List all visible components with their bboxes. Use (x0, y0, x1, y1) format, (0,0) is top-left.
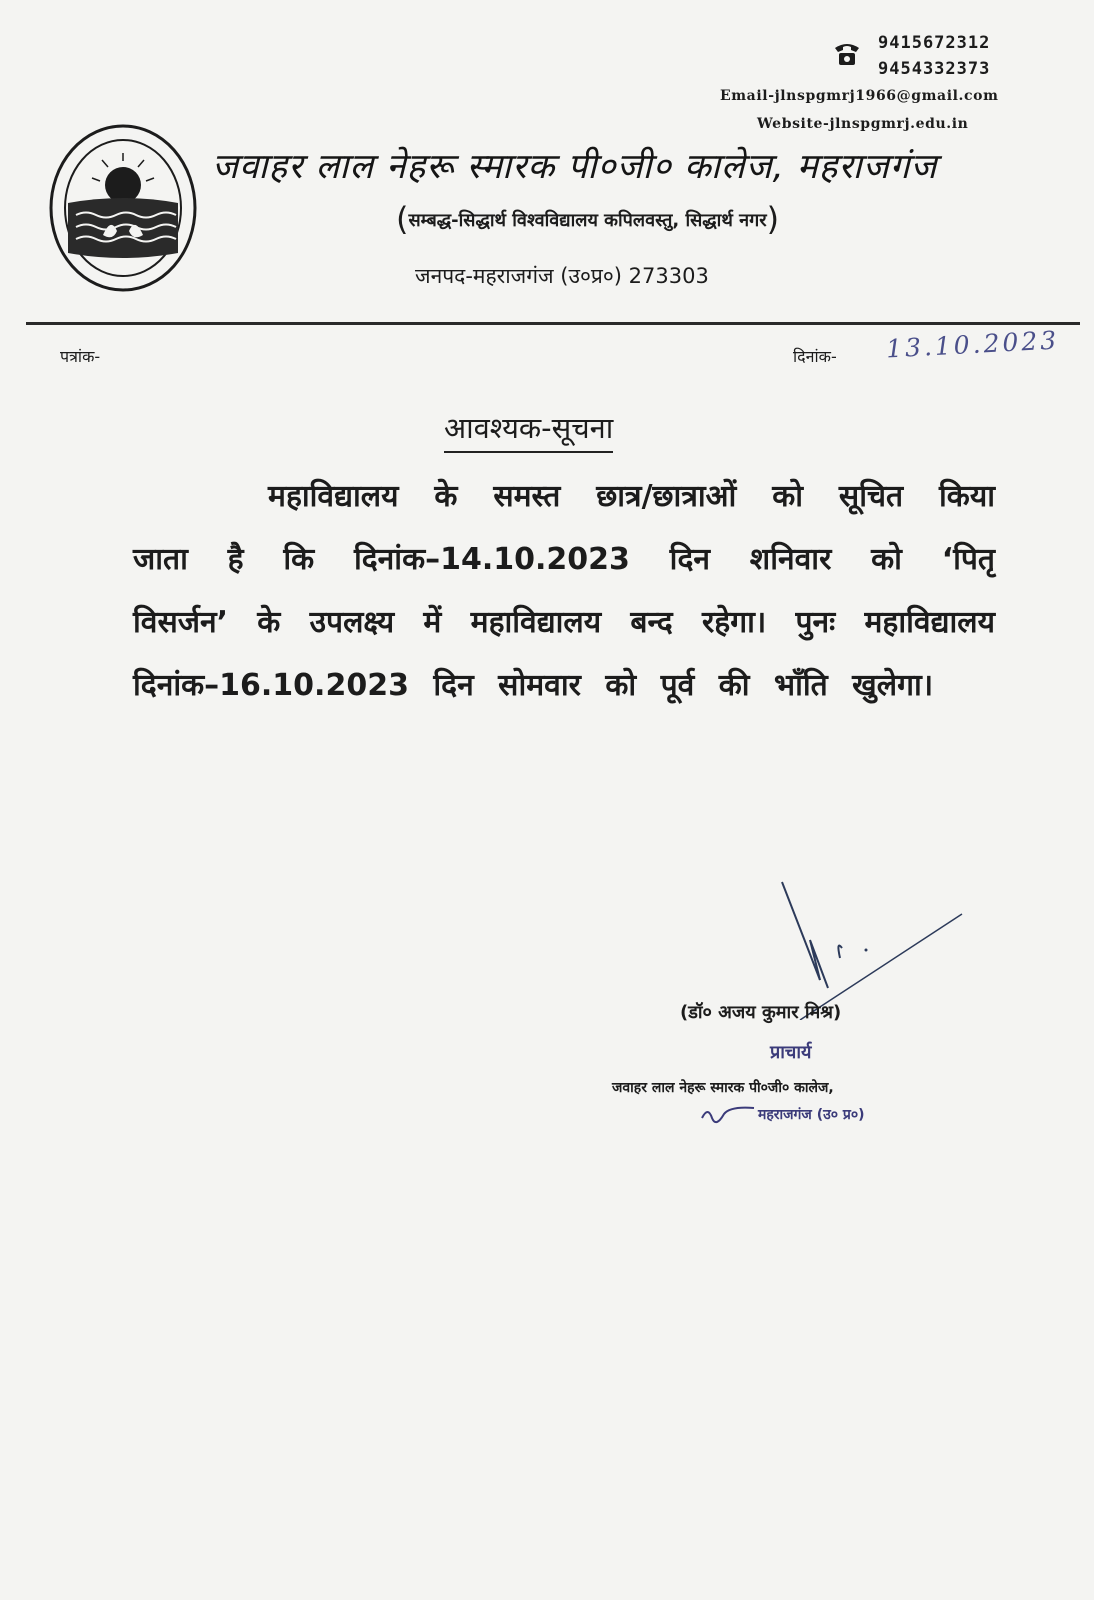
signatory-place: महराजगंज (उ० प्र०) (758, 1107, 865, 1123)
date-value: 13.10.2023 (885, 325, 1060, 364)
college-emblem-icon (48, 123, 198, 293)
phone-number-2: 9454332373 (878, 59, 991, 79)
phone-number-1: 9415672312 (878, 33, 991, 53)
notice-title: आवश्यक-सूचना (444, 408, 613, 453)
college-name: जवाहर लाल नेहरू स्मारक पी०जी० कालेज, महराजगंज (212, 147, 938, 187)
telephone-icon (832, 38, 862, 68)
college-affiliation: (सम्बद्ध-सिद्धार्थ विश्वविद्यालय कपिलवस्तु, सिद्धार्थ नगर) (396, 200, 780, 238)
notice-body-text: महाविद्यालय के समस्त छात्र/छात्राओं को सूचित किया जाता है कि दिनांक–14.10.2023 दिन शनिवार को ‘पितृ विसर्जन’ के उपलक्ष्य में महाविद्यालय बन्द रहेगा। पुनः महाविद्यालय दिनांक–16.10.2023 दिन सोमवार को पूर्व की भाँति खुलेगा। (133, 479, 995, 703)
signatory-title: प्राचार्य (770, 1042, 812, 1063)
affiliation-text: सम्बद्ध-सिद्धार्थ विश्वविद्यालय कपिलवस्तु, सिद्धार्थ नगर (408, 210, 767, 231)
college-address: जनपद-महराजगंज (उ०प्र०) 273303 (415, 264, 709, 288)
website-address: Website-jlnspgmrj.edu.in (757, 116, 969, 132)
stamp-squiggle-icon (700, 1100, 760, 1130)
header-divider (26, 322, 1080, 325)
date-label: दिनांक- (793, 347, 837, 366)
signatory-organisation: जवाहर लाल नेहरू स्मारक पी०जी० कालेज, (612, 1080, 834, 1096)
handwritten-signature-icon (780, 880, 1000, 1020)
reference-number-label: पत्रांक- (60, 347, 101, 366)
email-address: Email-jlnspgmrj1966@gmail.com (720, 88, 999, 104)
notice-body (133, 465, 995, 717)
signatory-name: (डॉ० अजय कुमार मिश्र) (680, 1002, 842, 1023)
